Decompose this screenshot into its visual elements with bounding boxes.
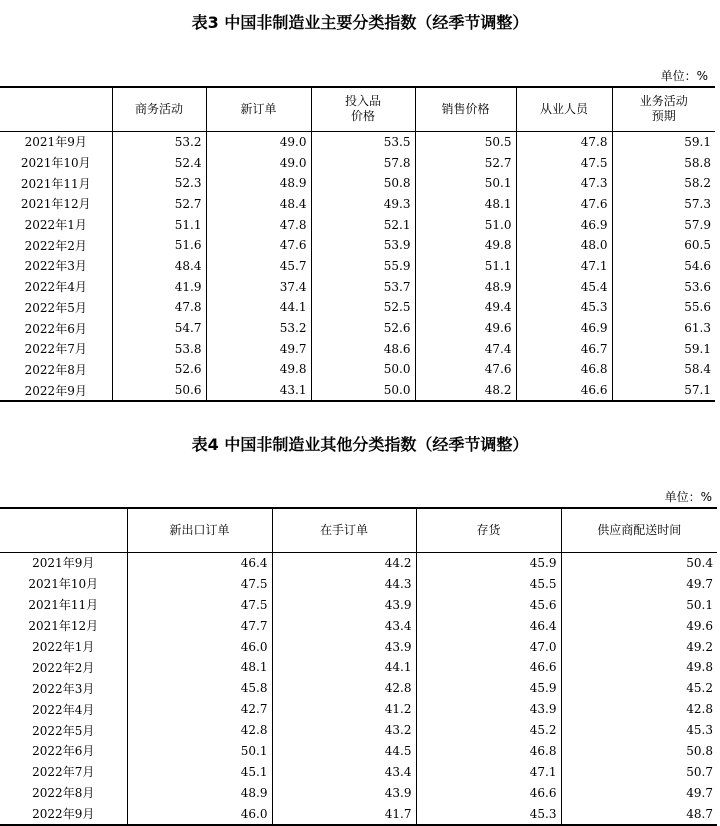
table3-cell: 55.9 — [311, 256, 415, 277]
table4-cell: 44.3 — [272, 573, 416, 594]
table4-cell: 46.6 — [416, 657, 561, 678]
table3-cell: 53.5 — [311, 131, 415, 152]
table4-row — [0, 782, 717, 803]
table4-cell: 49.8 — [561, 657, 717, 678]
table3-column-header-text: 销售价格 — [441, 101, 490, 116]
table3-cell: 49.8 — [415, 235, 516, 256]
table4-row — [0, 636, 717, 657]
table4-cell: 48.7 — [561, 803, 717, 825]
table3-cell: 58.8 — [612, 152, 715, 173]
table3-cell: 45.4 — [516, 276, 612, 297]
table3-cell: 52.3 — [112, 173, 206, 194]
table4-unit: 单位：% — [664, 490, 712, 504]
table4-cell: 50.1 — [561, 594, 717, 615]
table3-row — [0, 297, 715, 318]
table4-row-label: 2021年11月 — [28, 598, 99, 613]
table3-cell: 47.6 — [206, 235, 311, 256]
table3-cell: 48.6 — [311, 338, 415, 359]
table3-cell: 54.7 — [112, 318, 206, 339]
table3-cell: 45.3 — [516, 297, 612, 318]
table4-cell: 48.9 — [127, 782, 272, 803]
table3-cell: 47.6 — [516, 194, 612, 215]
table4-row-label: 2022年9月 — [32, 807, 95, 822]
table4-cell: 43.2 — [272, 720, 416, 741]
table3-cell: 47.8 — [112, 297, 206, 318]
table3-cell: 48.2 — [415, 380, 516, 402]
table4-cell: 41.2 — [272, 699, 416, 720]
table4-cell: 49.2 — [561, 636, 717, 657]
table3-cell: 58.4 — [612, 359, 715, 380]
table3-cell: 59.1 — [612, 338, 715, 359]
table4-cell: 45.9 — [416, 552, 561, 573]
table3-column-header-text: 从业人员 — [539, 101, 588, 116]
table3-cell: 60.5 — [612, 235, 715, 256]
table4-cell: 42.8 — [272, 678, 416, 699]
table4-cell: 45.3 — [416, 803, 561, 825]
table4-cell: 42.8 — [561, 699, 717, 720]
table4-cell: 46.4 — [127, 552, 272, 573]
table3-cell: 52.4 — [112, 152, 206, 173]
table3-cell: 43.1 — [206, 380, 311, 402]
table3-cell: 49.6 — [415, 318, 516, 339]
table4-cell: 45.2 — [416, 720, 561, 741]
table3-cell: 50.0 — [311, 380, 415, 402]
table3-cell: 49.8 — [206, 359, 311, 380]
table4-column-header — [272, 508, 416, 552]
table3-row-label: 2022年3月 — [24, 259, 87, 274]
table4-column-header — [127, 508, 272, 552]
table4-cell: 46.8 — [416, 741, 561, 762]
table4-cell: 45.2 — [561, 678, 717, 699]
table4-row-label: 2021年9月 — [32, 556, 95, 571]
table3-cell: 46.9 — [516, 214, 612, 235]
table3-cell: 44.1 — [206, 297, 311, 318]
table3-cell: 58.2 — [612, 173, 715, 194]
table3-unit: 单位：% — [660, 69, 708, 83]
table3-row — [0, 131, 715, 152]
table4-row — [0, 699, 717, 720]
table4-cell: 46.4 — [416, 615, 561, 636]
table4-cell: 41.7 — [272, 803, 416, 825]
table3-cell: 57.9 — [612, 214, 715, 235]
table3-cell: 47.6 — [415, 359, 516, 380]
table4-row-label: 2021年12月 — [28, 619, 99, 634]
table3-row — [0, 256, 715, 277]
table4-cell: 46.6 — [416, 782, 561, 803]
table4-cell: 43.9 — [416, 699, 561, 720]
table3-cell: 48.0 — [516, 235, 612, 256]
table4-cell: 45.5 — [416, 573, 561, 594]
table4-corner-header — [0, 508, 127, 552]
table3-cell: 47.5 — [516, 152, 612, 173]
table4-cell: 47.1 — [416, 761, 561, 782]
table3-row — [0, 359, 715, 380]
table4-cell: 45.6 — [416, 594, 561, 615]
table3 — [0, 86, 715, 402]
table3-cell: 48.9 — [206, 173, 311, 194]
table4-cell: 47.7 — [127, 615, 272, 636]
table3-column-header-text: 新订单 — [240, 101, 277, 116]
table4-cell: 50.8 — [561, 741, 717, 762]
table4-cell: 50.4 — [561, 552, 717, 573]
table4-cell: 42.7 — [127, 699, 272, 720]
table4-cell: 42.8 — [127, 720, 272, 741]
table3-cell: 46.9 — [516, 318, 612, 339]
table3-cell: 51.6 — [112, 235, 206, 256]
table4-cell: 43.9 — [272, 636, 416, 657]
table4-row — [0, 720, 717, 741]
table4-cell: 50.1 — [127, 741, 272, 762]
table4-column-header — [416, 508, 561, 552]
table3-column-header-text: 业务活动 — [639, 94, 688, 109]
table3-column-header-text: 价格 — [350, 109, 375, 124]
table3-cell: 52.6 — [311, 318, 415, 339]
table3-cell: 47.8 — [516, 131, 612, 152]
table3-cell: 46.6 — [516, 380, 612, 402]
table3-cell: 53.2 — [112, 131, 206, 152]
table3-cell: 51.0 — [415, 214, 516, 235]
table3-row — [0, 194, 715, 215]
table4-cell: 45.3 — [561, 720, 717, 741]
table4-cell: 45.8 — [127, 678, 272, 699]
table3-cell: 41.9 — [112, 276, 206, 297]
table3-cell: 50.8 — [311, 173, 415, 194]
table3-row-label: 2022年8月 — [24, 362, 87, 377]
table4-title: 表4 中国非制造业其他分类指数（经季节调整） — [191, 435, 529, 454]
table4-row — [0, 552, 717, 573]
table3-cell: 48.9 — [415, 276, 516, 297]
table4-row-label: 2022年2月 — [32, 660, 95, 675]
table3-cell: 52.7 — [112, 194, 206, 215]
table4-row — [0, 741, 717, 762]
table4-body — [0, 552, 717, 825]
table4-row — [0, 761, 717, 782]
table4-row — [0, 657, 717, 678]
table4-cell: 43.4 — [272, 761, 416, 782]
table4-row — [0, 615, 717, 636]
table3-cell: 49.3 — [311, 194, 415, 215]
table3-cell: 49.4 — [415, 297, 516, 318]
table4-row-label: 2022年8月 — [32, 786, 95, 801]
table3-row — [0, 152, 715, 173]
table3-cell: 49.0 — [206, 152, 311, 173]
table3-column-header-text: 投入品 — [344, 94, 381, 109]
table3-cell: 51.1 — [112, 214, 206, 235]
table3-cell: 53.9 — [311, 235, 415, 256]
table4-row — [0, 573, 717, 594]
table3-cell: 47.4 — [415, 338, 516, 359]
table3-cell: 59.1 — [612, 131, 715, 152]
table3-cell: 53.7 — [311, 276, 415, 297]
table4-column-header-text: 供应商配送时间 — [597, 522, 682, 537]
table3-row — [0, 380, 715, 402]
table3-row — [0, 276, 715, 297]
table4-cell: 48.1 — [127, 657, 272, 678]
table4-cell: 45.1 — [127, 761, 272, 782]
table3-cell: 61.3 — [612, 318, 715, 339]
table3-header — [0, 87, 715, 131]
table3-column-header — [516, 87, 612, 131]
table3-cell: 48.4 — [206, 194, 311, 215]
table3-cell: 54.6 — [612, 256, 715, 277]
table4-cell: 49.7 — [561, 782, 717, 803]
table4-column-header — [561, 508, 717, 552]
table3-column-header — [311, 87, 415, 131]
table3-row-label: 2021年11月 — [20, 176, 91, 191]
table3-row-label: 2022年4月 — [24, 280, 87, 295]
table3-cell: 45.7 — [206, 256, 311, 277]
table4-row-label: 2022年3月 — [32, 681, 95, 696]
table3-row-label: 2022年2月 — [24, 238, 87, 253]
table3-row-label: 2021年12月 — [20, 197, 91, 212]
table3-row-label: 2022年1月 — [24, 218, 87, 233]
table3-row-label: 2021年10月 — [20, 156, 91, 171]
table3-column-header-text: 商务活动 — [134, 101, 183, 116]
table4-row — [0, 594, 717, 615]
table4-cell: 47.0 — [416, 636, 561, 657]
table4-cell: 47.5 — [127, 573, 272, 594]
table4-row-label: 2022年7月 — [32, 765, 95, 780]
table3-title: 表3 中国非制造业主要分类指数（经季节调整） — [191, 13, 529, 32]
table3-row — [0, 235, 715, 256]
table4-row-label: 2022年6月 — [32, 744, 95, 759]
table3-row-label: 2022年5月 — [24, 300, 87, 315]
table3-cell: 53.2 — [206, 318, 311, 339]
table3-cell: 57.3 — [612, 194, 715, 215]
table3-cell: 50.1 — [415, 173, 516, 194]
table3-cell: 47.1 — [516, 256, 612, 277]
table4-row — [0, 678, 717, 699]
table3-cell: 47.8 — [206, 214, 311, 235]
table4-row — [0, 803, 717, 825]
table4-cell: 47.5 — [127, 594, 272, 615]
table4-row-label: 2022年1月 — [32, 640, 95, 654]
table4-row-label: 2021年10月 — [28, 577, 99, 592]
table4-cell: 49.7 — [561, 573, 717, 594]
table3-cell: 49.7 — [206, 338, 311, 359]
table3-header-row — [0, 87, 715, 131]
table3-cell: 50.6 — [112, 380, 206, 402]
table3-row — [0, 173, 715, 194]
table3-cell: 46.8 — [516, 359, 612, 380]
table3-cell: 55.6 — [612, 297, 715, 318]
table3-row-label: 2022年7月 — [24, 342, 87, 357]
table3-cell: 57.1 — [612, 380, 715, 402]
table3-column-header — [206, 87, 311, 131]
table4-header-row — [0, 508, 717, 552]
table3-cell: 52.1 — [311, 214, 415, 235]
table3-cell: 51.1 — [415, 256, 516, 277]
table3-cell: 49.0 — [206, 131, 311, 152]
table3-body — [0, 131, 715, 401]
table4-cell: 43.9 — [272, 782, 416, 803]
table3-cell: 57.8 — [311, 152, 415, 173]
table3-cell: 37.4 — [206, 276, 311, 297]
table4 — [0, 507, 717, 826]
table3-corner-header — [0, 87, 112, 131]
table4-column-header-text: 存货 — [476, 522, 501, 537]
table3-cell: 47.3 — [516, 173, 612, 194]
table3-cell: 50.5 — [415, 131, 516, 152]
table4-cell: 44.2 — [272, 552, 416, 573]
table4-cell: 44.5 — [272, 741, 416, 762]
table3-row — [0, 214, 715, 235]
table4-row-label: 2022年5月 — [32, 723, 95, 738]
table3-column-header — [612, 87, 715, 131]
table3-row-label: 2022年9月 — [24, 383, 87, 398]
table3-row — [0, 338, 715, 359]
table4-cell: 46.0 — [127, 803, 272, 825]
table3-row-label: 2021年9月 — [24, 135, 87, 150]
table3-cell: 52.5 — [311, 297, 415, 318]
table4-cell: 43.9 — [272, 594, 416, 615]
table3-cell: 46.7 — [516, 338, 612, 359]
table4-column-header-text: 新出口订单 — [169, 522, 230, 537]
table3-cell: 50.0 — [311, 359, 415, 380]
table3-column-header — [415, 87, 516, 131]
table3-cell: 52.7 — [415, 152, 516, 173]
table3-row — [0, 318, 715, 339]
table3-cell: 53.8 — [112, 338, 206, 359]
table4-column-header-text: 在手订单 — [319, 522, 368, 537]
table4-cell: 43.4 — [272, 615, 416, 636]
table3-column-header — [112, 87, 206, 131]
table3-cell: 52.6 — [112, 359, 206, 380]
table4-cell: 45.9 — [416, 678, 561, 699]
table3-cell: 48.4 — [112, 256, 206, 277]
table4-cell: 50.7 — [561, 761, 717, 782]
table4-cell: 46.0 — [127, 636, 272, 657]
table3-row-label: 2022年6月 — [24, 321, 87, 336]
table4-cell: 44.1 — [272, 657, 416, 678]
table3-column-header-text: 预期 — [651, 109, 676, 124]
table4-row-label: 2022年4月 — [32, 702, 95, 717]
table4-header — [0, 508, 717, 552]
table3-cell: 53.6 — [612, 276, 715, 297]
table3-cell: 48.1 — [415, 194, 516, 215]
table4-cell: 49.6 — [561, 615, 717, 636]
